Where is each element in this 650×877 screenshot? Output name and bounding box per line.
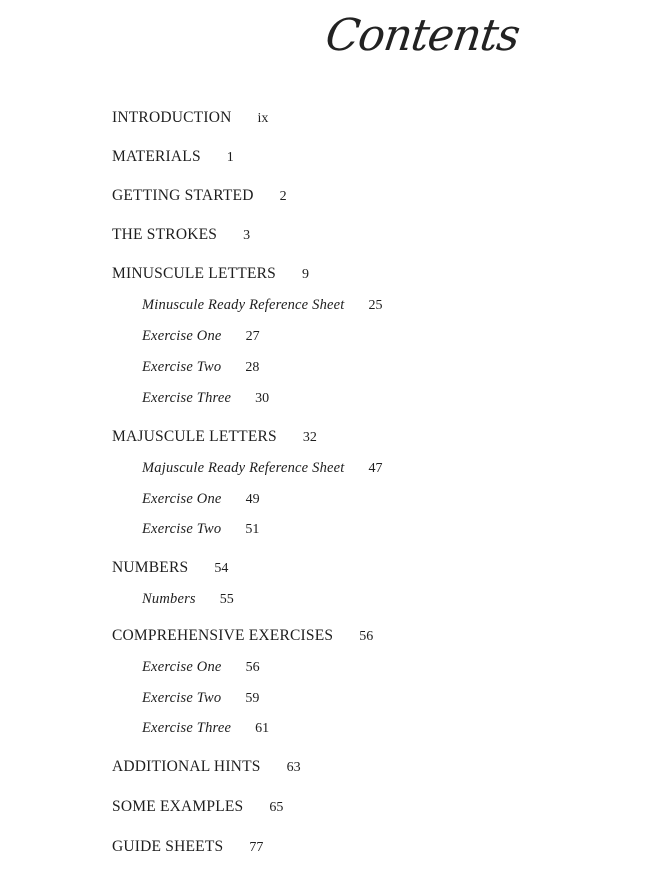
- toc-subentry-exercise-two: [142, 688, 259, 708]
- toc-entry-introduction: [112, 108, 268, 128]
- toc-entry-page: 56: [359, 629, 374, 644]
- toc-subentry-exercise-one: [142, 489, 260, 509]
- toc-entry-label: Exercise Three: [142, 390, 232, 406]
- toc-entry-label: GUIDE SHEETS: [112, 838, 224, 855]
- toc-subentry-exercise-one: [142, 326, 260, 346]
- toc-entry-some-examples: [112, 797, 283, 817]
- toc-subentry-exercise-one: [142, 657, 260, 677]
- toc-entry-page: 54: [214, 561, 229, 576]
- toc-entry-label: Exercise Two: [142, 359, 222, 375]
- toc-entry-label: COMPREHENSIVE EXERCISES: [112, 627, 334, 644]
- toc-entry-minuscule-letters: [112, 264, 309, 284]
- toc-entry-the-strokes: [112, 225, 250, 245]
- toc-entry-label: MAJUSCULE LETTERS: [112, 428, 277, 445]
- toc-entry-label: MINUSCULE LETTERS: [112, 265, 276, 282]
- toc-entry-page: 28: [245, 360, 260, 375]
- toc-entry-guide-sheets: [112, 837, 263, 857]
- toc-entry-page: 59: [245, 691, 260, 706]
- page-title: Contents: [322, 10, 523, 61]
- toc-entry-page: 51: [245, 522, 260, 537]
- toc-entry-label: NUMBERS: [112, 559, 189, 576]
- toc-entry-page: 55: [219, 592, 234, 607]
- toc-entry-page: 30: [255, 391, 270, 406]
- toc-entry-majuscule-letters: [112, 427, 317, 447]
- toc-entry-label: MATERIALS: [112, 148, 201, 165]
- toc-subentry-minuscule-ready-reference-sheet: [142, 295, 383, 315]
- toc-entry-numbers: [112, 558, 228, 578]
- toc-entry-page: 25: [368, 298, 383, 313]
- toc-entry-page: 56: [245, 660, 260, 675]
- toc-entry-label: Majuscule Ready Reference Sheet: [142, 460, 345, 476]
- toc-entry-label: Exercise One: [142, 491, 222, 507]
- toc-entry-page: 49: [245, 492, 260, 507]
- toc-subentry-exercise-two: [142, 357, 259, 377]
- toc-entry-page: 61: [255, 721, 270, 736]
- toc-entry-page: 1: [226, 150, 234, 165]
- toc-entry-getting-started: [112, 186, 287, 206]
- toc-subentry-exercise-three: [142, 388, 269, 408]
- toc-entry-additional-hints: [112, 757, 301, 777]
- toc-entry-label: GETTING STARTED: [112, 187, 254, 204]
- toc-entry-page: 77: [249, 840, 264, 855]
- toc-entry-comprehensive-exercises: [112, 626, 373, 646]
- toc-entry-label: Exercise One: [142, 328, 222, 344]
- toc-entry-label: Exercise One: [142, 659, 222, 675]
- toc-entry-label: Exercise Two: [142, 521, 222, 537]
- toc-entry-page: 27: [245, 329, 260, 344]
- toc-entry-page: 63: [286, 760, 301, 775]
- toc-entry-page: ix: [257, 111, 269, 126]
- toc-entry-label: Minuscule Ready Reference Sheet: [142, 297, 345, 313]
- toc-entry-page: 9: [302, 267, 309, 282]
- toc-entry-label: Numbers: [142, 591, 196, 607]
- toc-entry-label: INTRODUCTION: [112, 109, 232, 126]
- toc-subentry-numbers: [142, 589, 234, 609]
- toc-entry-label: THE STROKES: [112, 226, 218, 243]
- toc-entry-label: Exercise Three: [142, 720, 232, 736]
- toc-entry-label: ADDITIONAL HINTS: [112, 758, 261, 775]
- toc-entry-page: 32: [302, 430, 317, 445]
- toc-entry-page: 3: [243, 228, 251, 243]
- toc-entry-materials: [112, 147, 234, 167]
- toc-subentry-majuscule-ready-reference-sheet: [142, 458, 383, 478]
- toc-subentry-exercise-two: [142, 519, 259, 539]
- toc-subentry-exercise-three: [142, 718, 269, 738]
- toc-entry-page: 65: [269, 800, 284, 815]
- toc-entry-page: 2: [279, 189, 287, 204]
- toc-entry-label: Exercise Two: [142, 690, 222, 706]
- toc-entry-label: SOME EXAMPLES: [112, 798, 244, 815]
- toc-entry-page: 47: [368, 461, 383, 476]
